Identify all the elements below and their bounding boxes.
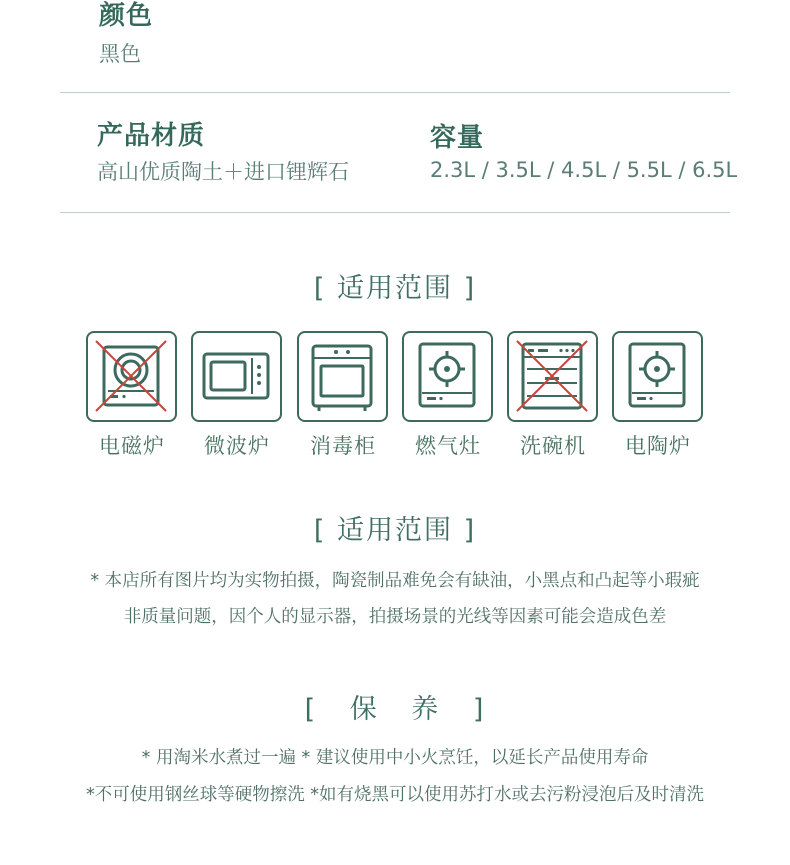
notice-line-2: 非质量问题，因个人的显示器，拍摄场景的光线等因素可能会造成色差 xyxy=(123,607,667,627)
appliance-label: 燃气灶 xyxy=(415,434,481,458)
divider-top xyxy=(60,92,730,93)
notice-title: [ 适用范围 ] xyxy=(313,515,477,546)
color-heading: 颜色 xyxy=(99,1,154,31)
appliance-label: 消毒柜 xyxy=(310,434,376,458)
appliance-icons-row xyxy=(86,331,706,461)
material-value: 高山优质陶土＋进口锂辉石 xyxy=(97,160,349,184)
appliance-label: 电磁炉 xyxy=(99,434,165,458)
induction-cooker-icon xyxy=(88,333,174,419)
appliance-gas-stove xyxy=(402,331,494,460)
microwave-icon xyxy=(193,333,279,419)
disinfection-cabinet-icon xyxy=(299,333,385,419)
appliance-electric-ceramic-stove xyxy=(612,331,704,460)
appliance-disinfection-cabinet xyxy=(297,331,389,460)
electric-ceramic-stove-icon xyxy=(614,333,700,419)
appliance-induction-cooker xyxy=(86,331,178,460)
capacity-value: 2.3L / 3.5L / 4.5L / 5.5L / 6.5L xyxy=(430,158,738,182)
divider-bottom xyxy=(60,212,730,213)
dishwasher-icon xyxy=(509,333,595,419)
appliance-label: 微波炉 xyxy=(204,434,270,458)
material-heading: 产品材质 xyxy=(97,121,206,151)
care-line-1: * 用淘米水煮过一遍 * 建议使用中小火烹饪，以延长产品使用寿命 xyxy=(141,748,649,768)
care-line-2: *不可使用钢丝球等硬物擦洗 *如有烧黑可以使用苏打水或去污粉浸泡后及时清洗 xyxy=(85,785,705,805)
appliance-microwave xyxy=(191,331,283,460)
gas-stove-icon xyxy=(404,333,490,419)
color-value: 黑色 xyxy=(99,42,141,66)
capacity-heading: 容量 xyxy=(430,123,485,153)
usage-title: [ 适用范围 ] xyxy=(313,273,477,304)
care-title: [ 保 养 ] xyxy=(304,694,486,725)
appliance-label: 洗碗机 xyxy=(520,434,586,458)
notice-line-1: * 本店所有图片均为实物拍摄，陶瓷制品难免会有缺油，小黑点和凸起等小瑕疵 xyxy=(90,571,700,591)
appliance-dishwasher xyxy=(507,331,599,460)
appliance-label: 电陶炉 xyxy=(625,434,691,458)
